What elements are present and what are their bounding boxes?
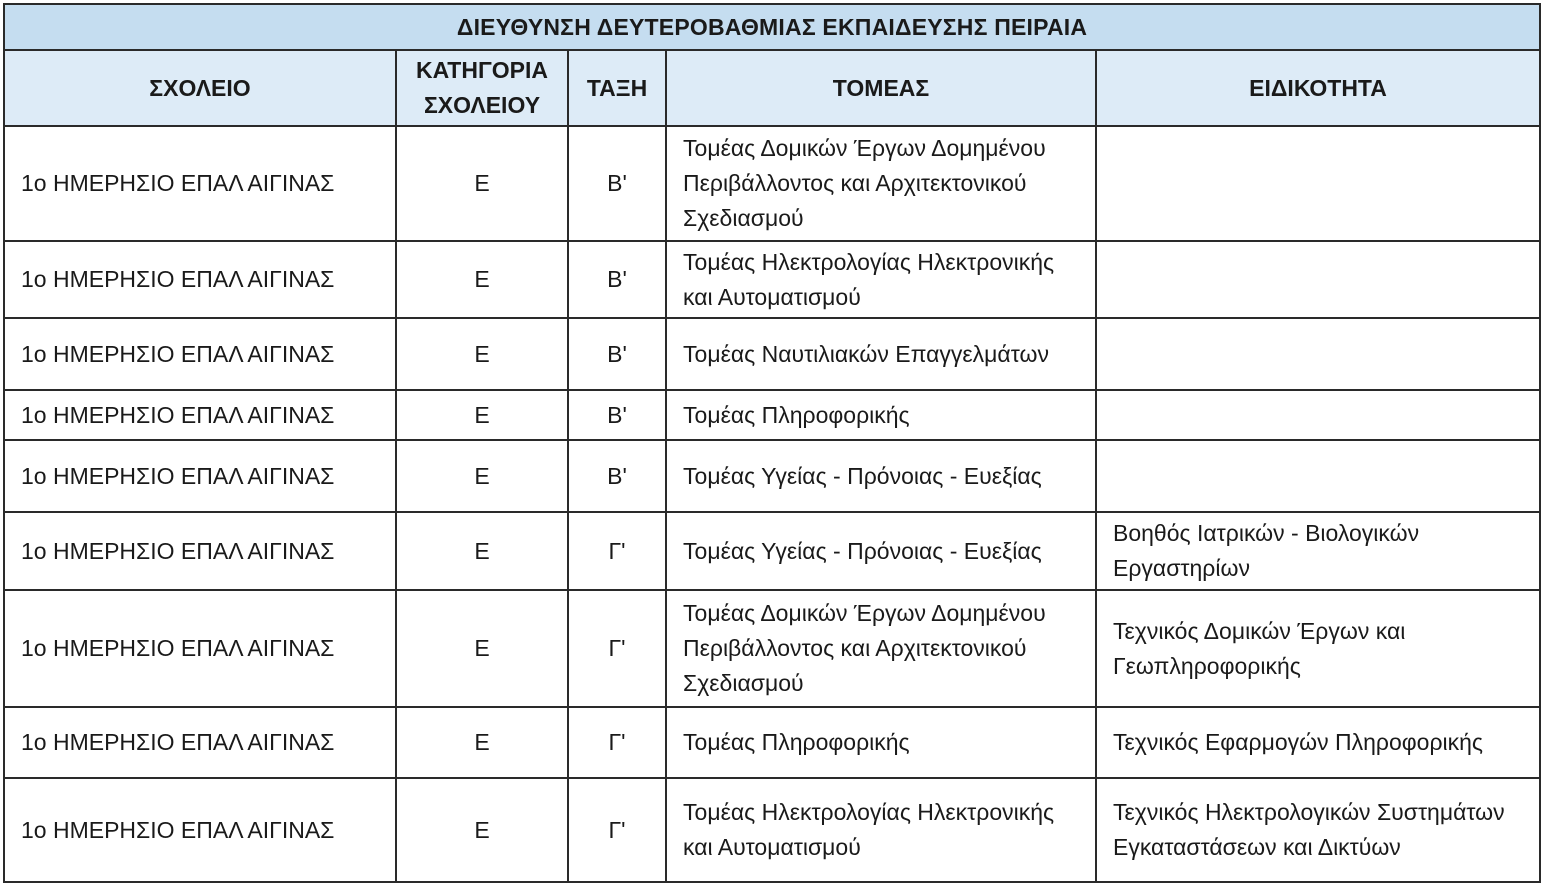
- cell-category: Ε: [396, 707, 568, 778]
- cell-school: 1ο ΗΜΕΡΗΣΙΟ ΕΠΑΛ ΑΙΓΙΝΑΣ: [4, 390, 396, 440]
- cell-specialty: [1096, 241, 1540, 318]
- table-row: [4, 590, 1540, 707]
- cell-category: Ε: [396, 440, 568, 512]
- cell-specialty: [1096, 390, 1540, 440]
- table-row: [4, 512, 1540, 590]
- header-specialty: ΕΙΔΙΚΟΤΗΤΑ: [1096, 50, 1540, 126]
- cell-sector: Τομέας Πληροφορικής: [666, 707, 1096, 778]
- table-title: ΔΙΕΥΘΥΝΣΗ ΔΕΥΤΕΡΟΒΑΘΜΙΑΣ ΕΚΠΑΙΔΕΥΣΗΣ ΠΕΙΡΑΙΑ: [4, 4, 1540, 50]
- header-row: [4, 50, 1540, 126]
- table-row: [4, 241, 1540, 318]
- cell-sector: Τομέας Ηλεκτρολογίας Ηλεκτρονικής και Αυτοματισμού: [666, 778, 1096, 882]
- cell-specialty: Τεχνικός Ηλεκτρολογικών Συστημάτων Εγκαταστάσεων και Δικτύων: [1096, 778, 1540, 882]
- cell-sector: Τομέας Ηλεκτρολογίας Ηλεκτρονικής και Αυτοματισμού: [666, 241, 1096, 318]
- cell-school: 1ο ΗΜΕΡΗΣΙΟ ΕΠΑΛ ΑΙΓΙΝΑΣ: [4, 590, 396, 707]
- cell-category: Ε: [396, 512, 568, 590]
- cell-school: 1ο ΗΜΕΡΗΣΙΟ ΕΠΑΛ ΑΙΓΙΝΑΣ: [4, 318, 396, 390]
- table-row: [4, 778, 1540, 882]
- cell-sector: Τομέας Δομικών Έργων Δομημένου Περιβάλλοντος και Αρχιτεκτονικού Σχεδιασμού: [666, 126, 1096, 241]
- cell-grade: Β': [568, 440, 666, 512]
- cell-specialty: [1096, 318, 1540, 390]
- schools-table: [3, 3, 1541, 883]
- table-row: [4, 440, 1540, 512]
- cell-specialty: Βοηθός Ιατρικών - Βιολογικών Εργαστηρίων: [1096, 512, 1540, 590]
- cell-specialty: Τεχνικός Εφαρμογών Πληροφορικής: [1096, 707, 1540, 778]
- cell-category: Ε: [396, 126, 568, 241]
- cell-sector: Τομέας Υγείας - Πρόνοιας - Ευεξίας: [666, 440, 1096, 512]
- cell-category: Ε: [396, 590, 568, 707]
- table-row: [4, 318, 1540, 390]
- cell-grade: Γ': [568, 590, 666, 707]
- table-row: [4, 126, 1540, 241]
- header-category-line1: ΚΑΤΗΓΟΡΙΑ: [415, 57, 549, 83]
- cell-school: 1ο ΗΜΕΡΗΣΙΟ ΕΠΑΛ ΑΙΓΙΝΑΣ: [4, 512, 396, 590]
- cell-grade: Β': [568, 318, 666, 390]
- cell-school: 1ο ΗΜΕΡΗΣΙΟ ΕΠΑΛ ΑΙΓΙΝΑΣ: [4, 707, 396, 778]
- cell-sector: Τομέας Δομικών Έργων Δομημένου Περιβάλλοντος και Αρχιτεκτονικού Σχεδιασμού: [666, 590, 1096, 707]
- header-sector: ΤΟΜΕΑΣ: [666, 50, 1096, 126]
- header-category: [396, 50, 568, 126]
- cell-grade: Β': [568, 241, 666, 318]
- header-grade: ΤΑΞΗ: [568, 50, 666, 126]
- cell-category: Ε: [396, 778, 568, 882]
- header-school: ΣΧΟΛΕΙΟ: [4, 50, 396, 126]
- cell-school: 1ο ΗΜΕΡΗΣΙΟ ΕΠΑΛ ΑΙΓΙΝΑΣ: [4, 440, 396, 512]
- table-row: [4, 707, 1540, 778]
- header-category-line2: ΣΧΟΛΕΙΟΥ: [423, 92, 541, 118]
- cell-specialty: [1096, 440, 1540, 512]
- cell-specialty: Τεχνικός Δομικών Έργων και Γεωπληροφορικής: [1096, 590, 1540, 707]
- cell-school: 1ο ΗΜΕΡΗΣΙΟ ΕΠΑΛ ΑΙΓΙΝΑΣ: [4, 241, 396, 318]
- cell-sector: Τομέας Υγείας - Πρόνοιας - Ευεξίας: [666, 512, 1096, 590]
- cell-school: 1ο ΗΜΕΡΗΣΙΟ ΕΠΑΛ ΑΙΓΙΝΑΣ: [4, 778, 396, 882]
- table-row: [4, 390, 1540, 440]
- cell-category: Ε: [396, 390, 568, 440]
- cell-category: Ε: [396, 241, 568, 318]
- cell-grade: Β': [568, 126, 666, 241]
- cell-school: 1ο ΗΜΕΡΗΣΙΟ ΕΠΑΛ ΑΙΓΙΝΑΣ: [4, 126, 396, 241]
- cell-sector: Τομέας Πληροφορικής: [666, 390, 1096, 440]
- cell-category: Ε: [396, 318, 568, 390]
- title-row: [4, 4, 1540, 50]
- cell-grade: Γ': [568, 512, 666, 590]
- cell-grade: Γ': [568, 778, 666, 882]
- cell-grade: Γ': [568, 707, 666, 778]
- cell-sector: Τομέας Ναυτιλιακών Επαγγελμάτων: [666, 318, 1096, 390]
- cell-grade: Β': [568, 390, 666, 440]
- cell-specialty: [1096, 126, 1540, 241]
